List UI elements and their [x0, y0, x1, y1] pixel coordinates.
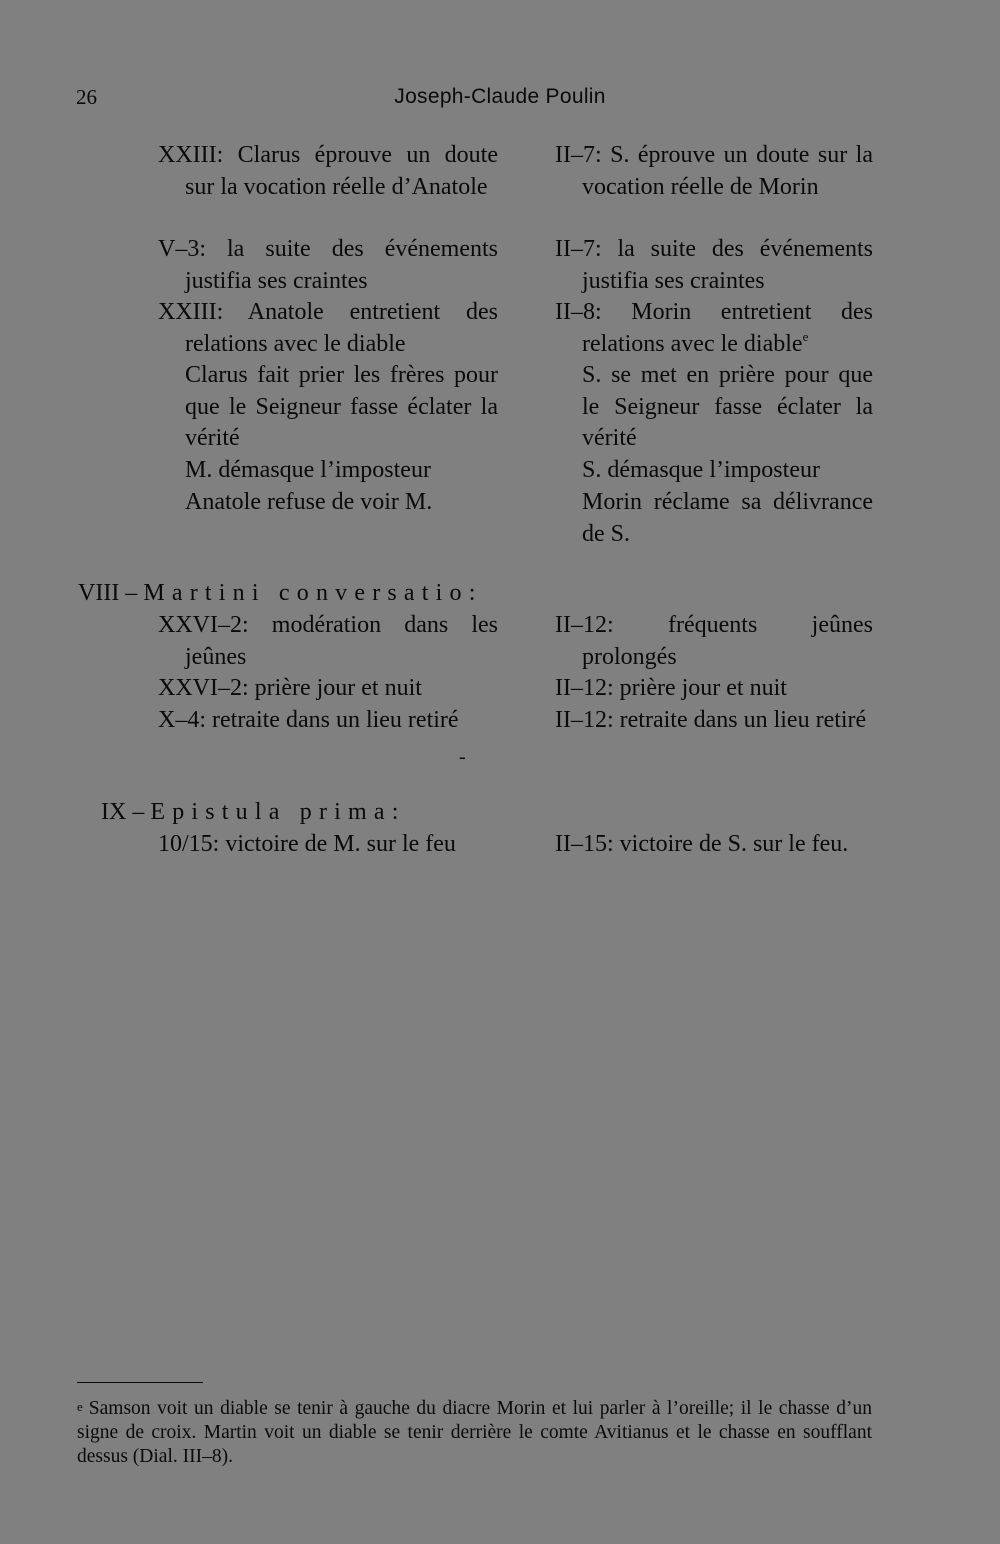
left-entry: X–4: retraite dans un lieu retiré: [158, 707, 459, 733]
left-entry: XXIII: Clarus éprouve un doute sur la vocation réelle d’Anatole: [158, 142, 498, 200]
section-heading: [78, 578, 483, 610]
left-entry: XXIII: Anatole entretient des relations avec le diable: [158, 299, 498, 357]
left-entry: Clarus fait prier les frères pour que le Seigneur fasse éclater la vérité: [185, 362, 498, 451]
right-entry: II–7: S. éprouve un doute sur la vocation réelle de Morin: [555, 142, 873, 200]
footnote-marker: e: [77, 1399, 83, 1414]
left-entry: XXVI–2: prière jour et nuit: [158, 675, 422, 701]
right-entry: II–12: prière jour et nuit: [555, 675, 787, 701]
section-title: Epistula prima:: [150, 799, 406, 825]
right-entry: S. démasque l’imposteur: [582, 457, 820, 483]
running-title: Joseph-Claude Poulin: [394, 85, 606, 108]
page-number: 26: [76, 85, 97, 109]
left-entry: M. démasque l’imposteur: [185, 457, 431, 483]
section-number: IX –: [101, 799, 145, 825]
right-entry: II–12: fréquents jeûnes prolongés: [555, 612, 873, 670]
footnote-reference: e: [802, 328, 809, 344]
section-title: Martini conversatio:: [143, 580, 483, 606]
right-entry: Morin réclame sa délivrance de S.: [582, 489, 873, 547]
right-entry: S. se met en prière pour que le Seigneur fasse éclater la vérité: [582, 362, 873, 451]
left-entry: Anatole refuse de voir M.: [185, 489, 433, 515]
left-entry: V–3: la suite des événements justifia ses craintes: [158, 236, 498, 294]
footnote-rule: [77, 1382, 203, 1383]
right-entry: [555, 297, 873, 360]
stray-mark: -: [459, 746, 466, 768]
right-entry: II–15: victoire de S. sur le feu.: [555, 831, 849, 857]
right-entry: II–7: la suite des événements justifia ses craintes: [555, 236, 873, 294]
right-entry-text: II–8: Morin entretient des relations avec le diable: [555, 299, 873, 357]
section-number: VIII –: [78, 580, 138, 606]
right-entry: II–12: retraite dans un lieu retiré: [555, 707, 867, 733]
left-entry: XXVI–2: modération dans les jeûnes: [158, 612, 498, 670]
left-entry: 10/15: victoire de M. sur le feu: [158, 831, 456, 857]
footnote: [77, 1395, 872, 1469]
section-heading: [101, 797, 406, 829]
footnote-text: Samson voit un diable se tenir à gauche du diacre Morin et lui parler à l’oreille; il le chasse d’un signe de croix. Martin voit un diable se tenir derrière le comte Avitianus et le chasse en soufflant dessus (Dial. III–8).: [77, 1398, 872, 1467]
